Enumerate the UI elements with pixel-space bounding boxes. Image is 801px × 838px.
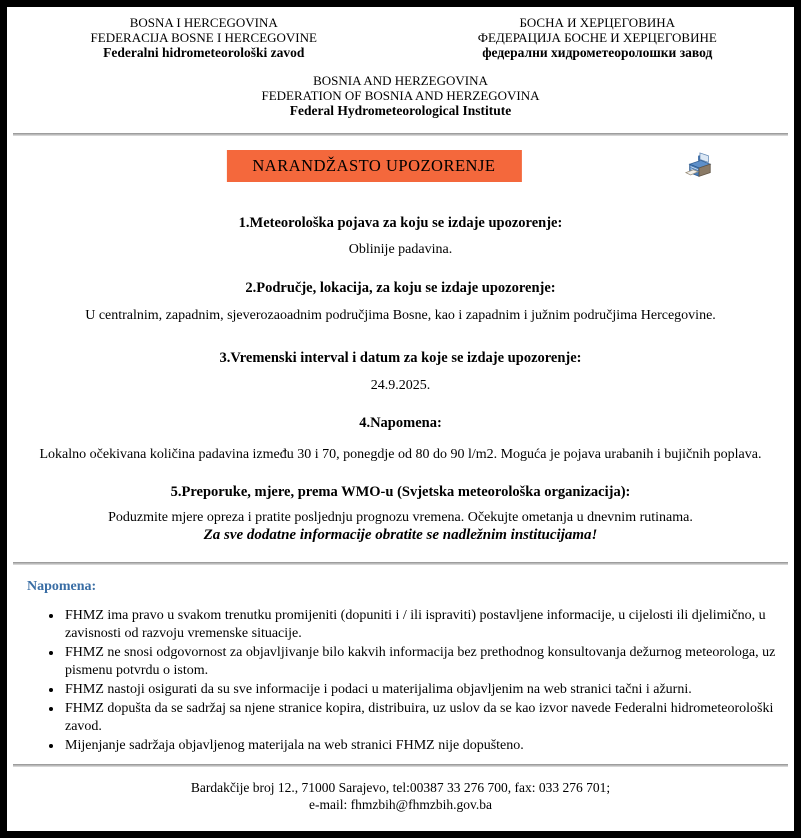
institution-header (7, 7, 794, 118)
section-1-title: 1.Meteorološka pojava za koju se izdaje upozorenje: (238, 215, 563, 232)
org-country-english: BOSNIA AND HERZEGOVINA (313, 73, 488, 89)
section-note (7, 415, 794, 463)
footer-email-line: e-mail: fhmzbih@fhmzbih.gov.ba (309, 796, 492, 812)
section-4-body: Lokalno očekivana količina padavina između 30 i 70, ponegdje od 80 do 90 l/m2. Moguća je pojava urabanih i bujičnih poplava. (39, 447, 762, 463)
disclaimer-item: • FHMZ ne snosi odgovornost za objavljivanje bilo kakvih informacija bez prethodnog konsultovanja dežurnog meteorologa, uz pismenu potvrdu o istom. (63, 644, 784, 680)
section-5-title: 5.Preporuke, mjere, prema WMO-u (Svjetska meteorološka organizacija): (170, 484, 631, 501)
disclaimer-item: • FHMZ ima pravo u svakom trenutku promijeniti (dopuniti i / ili ispraviti) postavljene informacije, u cijelosti ili djelimično, u zavisnosti od razvoju vremenske situacije. (63, 607, 784, 643)
section-area-location (7, 280, 794, 324)
org-institute-bosnian: Federalni hidrometeorološki zavod (103, 45, 305, 61)
org-institute-english: Federal Hydrometeorological Institute (289, 103, 512, 119)
warning-banner-row (7, 150, 794, 184)
org-federation-english: FEDERATION OF BOSNIA AND HERZEGOVINA (261, 87, 540, 103)
disclaimer-heading: Napomena: (27, 579, 97, 595)
org-institute-cyrillic: федерални хидрометеоролошки завод (482, 45, 713, 61)
footer-divider (13, 764, 788, 767)
section-5-body: Poduzmite mjere opreza i pratite posljednju prognozu vremena. Očekujte ometanja u dnevnim rutinama. (108, 510, 693, 526)
printer-icon[interactable] (684, 151, 714, 183)
section-5-emphasis: Za sve dodatne informacije obratite se nadležnim institucijama! (203, 527, 598, 544)
institution-header-row (7, 16, 794, 60)
org-federation-cyrillic: ФЕДЕРАЦИЈА БОСНЕ И ХЕРЦЕГОВИНЕ (477, 29, 717, 45)
org-federation-bosnian: FEDERACIJA BOSNE I HERCEGOVINE (90, 29, 317, 45)
disclaimer-item: • Mijenjanje sadržaja objavljenog materijala na web stranici FHMZ nije dopušteno. (63, 737, 784, 755)
disclaimer-block (7, 579, 794, 754)
section-3-title: 3.Vremenski interval i datum za koje se izdaje upozorenje: (219, 350, 582, 367)
header-divider (13, 133, 788, 136)
footer-address-line: Bardakčije broj 12., 71000 Sarajevo, tel:00387 33 276 700, fax: 033 276 701; (190, 779, 611, 795)
institution-name-bosnian (7, 16, 401, 60)
section-2-title: 2.Područje, lokacija, za koju se izdaje upozorenje: (245, 280, 556, 297)
section-2-body: U centralnim, zapadnim, sjeverozaoadnim područjima Bosne, kao i zapadnim i južnim područjima Hercegovine. (85, 308, 716, 324)
org-country-cyrillic: БОСНА И ХЕРЦЕГОВИНА (519, 15, 676, 30)
institution-name-cyrillic (401, 16, 795, 60)
org-country-bosnian: BOSNA I HERCEGOVINA (129, 15, 278, 30)
section-recommendations (7, 484, 794, 544)
content-divider (13, 562, 788, 565)
section-time-interval (7, 350, 794, 394)
institution-name-english (7, 74, 794, 118)
disclaimer-item: • FHMZ dopušta da se sadržaj sa njene stranice kopira, distribuira, uz uslov da se kao izvor navede Federalni hidrometeorološki zavod. (63, 700, 784, 736)
section-3-body: 24.9.2025. (370, 378, 431, 394)
disclaimer-list (63, 607, 784, 754)
disclaimer-item: • FHMZ nastoji osigurati da su sve informacije i podaci u materijalima objavljenim na web stranici tačni i ažurni. (63, 681, 784, 699)
contact-footer (7, 780, 794, 814)
section-4-title: 4.Napomena: (359, 415, 442, 432)
section-1-body: Oblinije padavina. (348, 242, 453, 258)
orange-warning-button[interactable]: NARANDŽASTO UPOZORENJE (226, 150, 521, 182)
section-meteorological-phenomenon (7, 215, 794, 258)
